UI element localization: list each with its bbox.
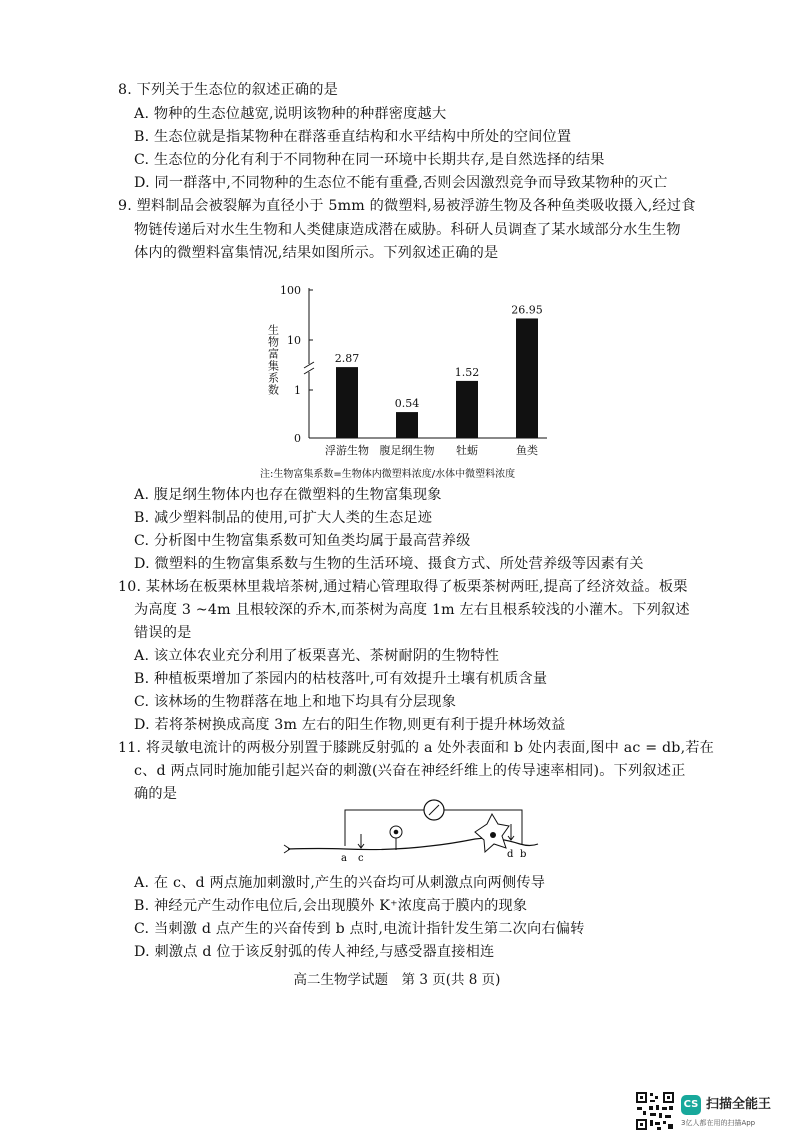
x-category-label: 浮游生物 (325, 444, 369, 457)
x-category-label: 鱼类 (516, 444, 538, 457)
chart-ticks (280, 284, 313, 445)
bar-value-label: 26.95 (511, 303, 543, 317)
point-label-b: b (520, 849, 527, 860)
q10-option-d: D. 若将茶树换成高度 3m 左右的阳生作物,则更有利于提升林场效益 (134, 717, 566, 733)
q9-stem-line-1: 9. 塑料制品会被裂解为直径小于 5mm 的微塑料,易被浮游生物及各种鱼类吸收摄入,经过食 (118, 198, 696, 214)
y-tick-label: 100 (280, 284, 301, 297)
q9-option-a: A. 腹足纲生物体内也存在微塑料的生物富集现象 (134, 487, 442, 503)
point-label-a: a (341, 853, 347, 864)
y-axis-label: 生物富集系数 (266, 324, 280, 396)
galvanometer-wire (345, 810, 425, 846)
reflex-arc-diagram (280, 794, 540, 864)
q11-option-b: B. 神经元产生动作电位后,会出现膜外 K⁺浓度高于膜内的现象 (134, 898, 528, 914)
x-category-label: 牡蛎 (456, 444, 478, 457)
q8-option-c: C. 生态位的分化有利于不同物种在同一环境中长期共存,是自然选择的结果 (134, 152, 605, 168)
camscanner-tagline: 3亿人都在用的扫描App (681, 1119, 756, 1127)
bar-value-label: 1.52 (454, 365, 480, 379)
stimulus-arrow-c-icon (358, 834, 364, 848)
q9-option-b: B. 减少塑料制品的使用,可扩大人类的生态足迹 (134, 510, 433, 526)
bioaccumulation-bar-chart (255, 278, 555, 478)
chart-note: 注:生物富集系数=生物体内微塑料浓度/水体中微塑料浓度 (260, 469, 516, 480)
q11-option-d: D. 刺激点 d 位于该反射弧的传人神经,与感受器直接相连 (134, 944, 495, 960)
qr-code-icon (635, 1091, 675, 1131)
camscanner-name: 扫描全能王 (706, 1097, 772, 1112)
bar-0 (336, 367, 358, 438)
q10-option-b: B. 种植板栗增加了茶园内的枯枝落叶,可有效提升土壤有机质含量 (134, 671, 548, 687)
q11-option-c: C. 当刺激 d 点产生的兴奋传到 b 点时,电流计指针发生第二次向右偏转 (134, 921, 585, 937)
bar-2 (456, 381, 478, 438)
q11-stem-line-1: 11. 将灵敏电流计的两极分别置于膝跳反射弧的 a 处外表面和 b 处内表面,图中 ac = db,若在 (118, 740, 715, 756)
page-footer: 高二生物学试题 第 3 页(共 8 页) (293, 972, 501, 988)
y-tick-label: 1 (294, 384, 301, 397)
q10-option-a: A. 该立体农业充分利用了板栗喜光、茶树耐阴的生物特性 (134, 648, 500, 664)
q8-stem: 8. 下列关于生态位的叙述正确的是 (118, 82, 339, 98)
q11-stem-line-2: c、d 两点同时施加能引起兴奋的刺激(兴奋在神经纤维上的传导速率相同)。下列叙述正 (134, 763, 686, 779)
bar-1 (396, 412, 418, 438)
q11-option-a: A. 在 c、d 两点施加刺激时,产生的兴奋均可从刺激点向两侧传导 (134, 875, 546, 891)
receptor-end-icon (284, 845, 290, 853)
chart-bars (336, 318, 538, 438)
neuron-nucleus-icon (490, 832, 496, 838)
q9-stem-line-3: 体内的微塑料富集情况,结果如图所示。下列叙述正确的是 (134, 245, 499, 261)
bar-value-label: 0.54 (394, 397, 420, 411)
y-tick-label: 0 (294, 432, 301, 445)
q10-option-c: C. 该林场的生物群落在地上和地下均具有分层现象 (134, 694, 457, 710)
q10-stem-line-1: 10. 某林场在板栗林里栽培茶树,通过精心管理取得了板栗茶树两旺,提高了经济效益。板栗 (118, 579, 688, 595)
point-label-c: c (358, 853, 364, 864)
q8-option-a: A. 物种的生态位越宽,说明该物种的种群密度越大 (134, 106, 447, 122)
q8-option-d: D. 同一群落中,不同物种的生态位不能有重叠,否则会因激烈竞争而导致某物种的灭亡 (134, 175, 668, 191)
q9-option-d: D. 微塑料的生物富集系数与生物的生活环境、摄食方式、所处营养级等因素有关 (134, 556, 644, 572)
q10-stem-line-2: 为高度 3 ~4m 且根较深的乔木,而茶树为高度 1m 左右且根系较浅的小灌木。下列叙述 (134, 602, 690, 618)
q9-option-c: C. 分析图中生物富集系数可知鱼类均属于最高营养级 (134, 533, 471, 549)
y-tick-label: 10 (287, 334, 301, 347)
q8-option-b: B. 生态位就是指某物种在群落垂直结构和水平结构中所处的空间位置 (134, 129, 572, 145)
point-label-d: d (507, 849, 514, 860)
camscanner-logo-icon: CS (681, 1095, 701, 1115)
q10-stem-line-3: 错误的是 (134, 625, 192, 641)
x-category-label: 腹足纲生物 (379, 444, 435, 457)
bar-3 (516, 318, 538, 438)
q11-stem-line-3: 确的是 (134, 786, 178, 802)
bar-value-label: 2.87 (334, 352, 360, 366)
q9-stem-line-2: 物链传递后对水生生物和人类健康造成潜在威胁。科研人员调查了某水域部分水生生物 (134, 222, 681, 238)
ganglion-nucleus-icon (394, 830, 399, 835)
